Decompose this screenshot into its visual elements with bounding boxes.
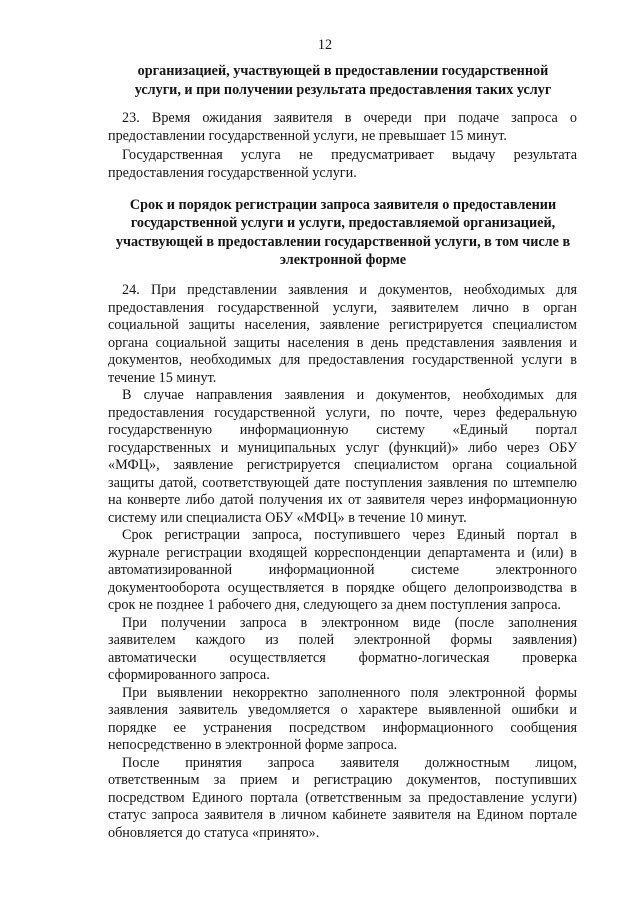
heading-line: услуги, и при получении результата предоставления таких услуг xyxy=(134,81,552,98)
paragraph-line: защиты датой, соответствующей дате поступления заявления по штемпелю xyxy=(108,474,577,491)
paragraph-line: предоставления государственной услуги, заявителем лично в орган xyxy=(108,299,577,316)
paragraph-line: срок не позднее 1 рабочего дня, следующего за днем поступления запроса. xyxy=(108,597,561,614)
paragraph-line: порядке ее устранения посредством информационного сообщения xyxy=(108,719,577,736)
paragraph-line: заявления заявитель уведомляется о характере выявленной ошибки и xyxy=(108,702,577,719)
paragraph-line: 24. При представлении заявления и документов, необходимых для xyxy=(122,282,577,299)
section-heading-continuation xyxy=(100,62,586,100)
paragraph-24-by-mail-or-portal xyxy=(108,387,577,527)
paragraph-line: государственных и муниципальных услуг (функций)» либо через ОБУ xyxy=(108,439,577,456)
page-number: 12 xyxy=(317,37,333,53)
paragraph-line: сформированного запроса. xyxy=(108,667,270,684)
section-heading-registration xyxy=(100,196,586,270)
paragraph-line: предоставления государственной услуги. xyxy=(108,165,357,182)
paragraph-line: предоставлении государственной услуги, не превышает 15 минут. xyxy=(108,128,507,145)
paragraph-line: документов, необходимых для предоставления государственной услуги в xyxy=(108,352,577,369)
heading-line: участвующей в предоставлении государственной услуги, в том числе в xyxy=(115,233,571,250)
paragraph-line: В случае направления заявления и документов, необходимых для xyxy=(122,387,577,404)
paragraph-line: посредством Единого портала (ответственным за предоставление услуги) xyxy=(108,789,577,806)
paragraph-line: «МФЦ», заявление регистрируется специалистом органа социальной xyxy=(108,457,577,474)
paragraph-line: государственную информационную систему «Единый портал xyxy=(108,422,577,439)
heading-line: государственной услуги и услуги, предоставляемой организацией, xyxy=(130,215,556,232)
paragraph-23-no-result-issuance xyxy=(108,146,577,183)
paragraph-line: обновляется до статуса «принято». xyxy=(108,824,320,841)
paragraph-24-error-notification xyxy=(108,685,577,755)
paragraph-24-portal-registration-term xyxy=(108,527,577,615)
paragraph-line: При выявлении некорректно заполненного поля электронной формы xyxy=(122,684,577,701)
paragraph-line: Срок регистрации запроса, поступившего через Единый портал в xyxy=(122,527,577,544)
paragraph-24-status-update xyxy=(108,755,577,843)
paragraph-line: социальной защиты населения, заявление регистрируется специалистом xyxy=(108,317,577,334)
paragraph-line: статус запроса заявителя в личном кабинете заявителя на Едином портале xyxy=(108,807,577,824)
paragraph-24-format-check xyxy=(108,615,577,685)
heading-line: Срок и порядок регистрации запроса заявителя о предоставлении xyxy=(129,196,557,213)
heading-line: электронной форме xyxy=(279,252,407,269)
paragraph-line: автоматически осуществляется форматно-логическая проверка xyxy=(108,649,577,666)
paragraph-line: систему или специалиста ОБУ «МФЦ» в течение 10 минут. xyxy=(108,509,467,526)
paragraph-line: на конверте либо датой получения их от заявителя через информационную xyxy=(108,492,577,509)
paragraph-line: течение 15 минут. xyxy=(108,369,217,386)
paragraph-line: автоматизированной информационной системе электронного xyxy=(108,562,577,579)
heading-line: организацией, участвующей в предоставлении государственной xyxy=(137,62,549,79)
paragraph-23-waiting-time xyxy=(108,109,577,146)
paragraph-line: документооборота осуществляется в порядке общего делопроизводства в xyxy=(108,579,577,596)
paragraph-line: 23. Время ожидания заявителя в очереди при подаче запроса о xyxy=(122,109,577,126)
paragraph-line: предоставления государственной услуги, по почте, через федеральную xyxy=(108,404,577,421)
paragraph-24-in-person xyxy=(108,282,577,387)
section-24 xyxy=(108,282,577,842)
paragraph-line: органа социальной защиты населения в день представления заявления и xyxy=(108,334,577,351)
paragraph-line: При получении запроса в электронном виде (после заполнения xyxy=(122,614,577,631)
paragraph-line: журнале регистрации входящей корреспонденции департамента и (или) в xyxy=(108,544,577,561)
paragraph-line: После принятия запроса заявителя должностным лицом, xyxy=(122,754,577,771)
paragraph-line: Государственная услуга не предусматривает выдачу результата xyxy=(122,146,577,163)
paragraph-line: ответственным за прием и регистрацию документов, поступивших xyxy=(108,772,577,789)
section-23 xyxy=(108,109,577,183)
paragraph-line: заявителем каждого из полей электронной формы заявления) xyxy=(108,632,577,649)
paragraph-line: непосредственно в электронной форме запроса. xyxy=(108,737,398,754)
